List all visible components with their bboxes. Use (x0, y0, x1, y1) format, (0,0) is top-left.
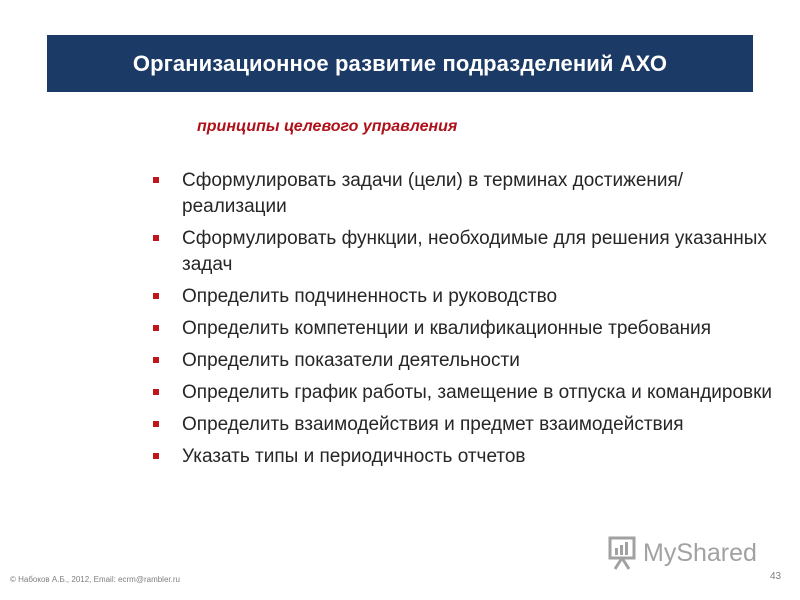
bullet-item (152, 412, 782, 438)
bullet-text: Определить взаимодействия и предмет взаимодействия (182, 414, 684, 435)
bullet-item (152, 348, 782, 374)
bullet-text: Указать типы и периодичность отчетов (182, 446, 526, 467)
bullet-item (152, 168, 782, 220)
bullet-item (152, 380, 782, 406)
bullet-text: Определить график работы, замещение в отпуска и командировки (182, 382, 773, 403)
bullet-text: Определить подчиненность и руководство (182, 286, 558, 307)
bullet-text: Определить показатели деятельности (182, 350, 520, 371)
square-bullet-icon (153, 357, 159, 363)
square-bullet-icon (153, 389, 159, 395)
bullet-item (152, 226, 782, 278)
square-bullet-icon (153, 235, 159, 241)
square-bullet-icon (153, 325, 159, 331)
square-bullet-icon (153, 421, 159, 427)
watermark-text: MyShared (643, 538, 757, 567)
slide-title: Организационное развитие подразделений АХО (132, 50, 668, 76)
square-bullet-icon (153, 453, 159, 459)
presentation-board-icon (607, 536, 637, 570)
square-bullet-icon (153, 177, 159, 183)
bullet-text: Определить компетенции и квалификационные требования (182, 318, 712, 339)
bullet-text: Сформулировать функции, необходимые для решения указанных задач (182, 228, 767, 275)
footer-credit: © Набоков А.Б., 2012, Email: ecrm@rambler.ru (10, 575, 180, 584)
bullet-text: Сформулировать задачи (цели) в терминах достижения/реализации (182, 170, 684, 217)
bullet-item (152, 316, 782, 342)
bullet-item (152, 444, 782, 470)
myshared-watermark[interactable] (607, 536, 757, 570)
page-number: 43 (770, 571, 782, 582)
title-bar (47, 35, 753, 92)
bullet-item (152, 284, 782, 310)
square-bullet-icon (153, 293, 159, 299)
bullet-list (152, 168, 782, 476)
slide-subtitle: принципы целевого управления (197, 118, 458, 135)
